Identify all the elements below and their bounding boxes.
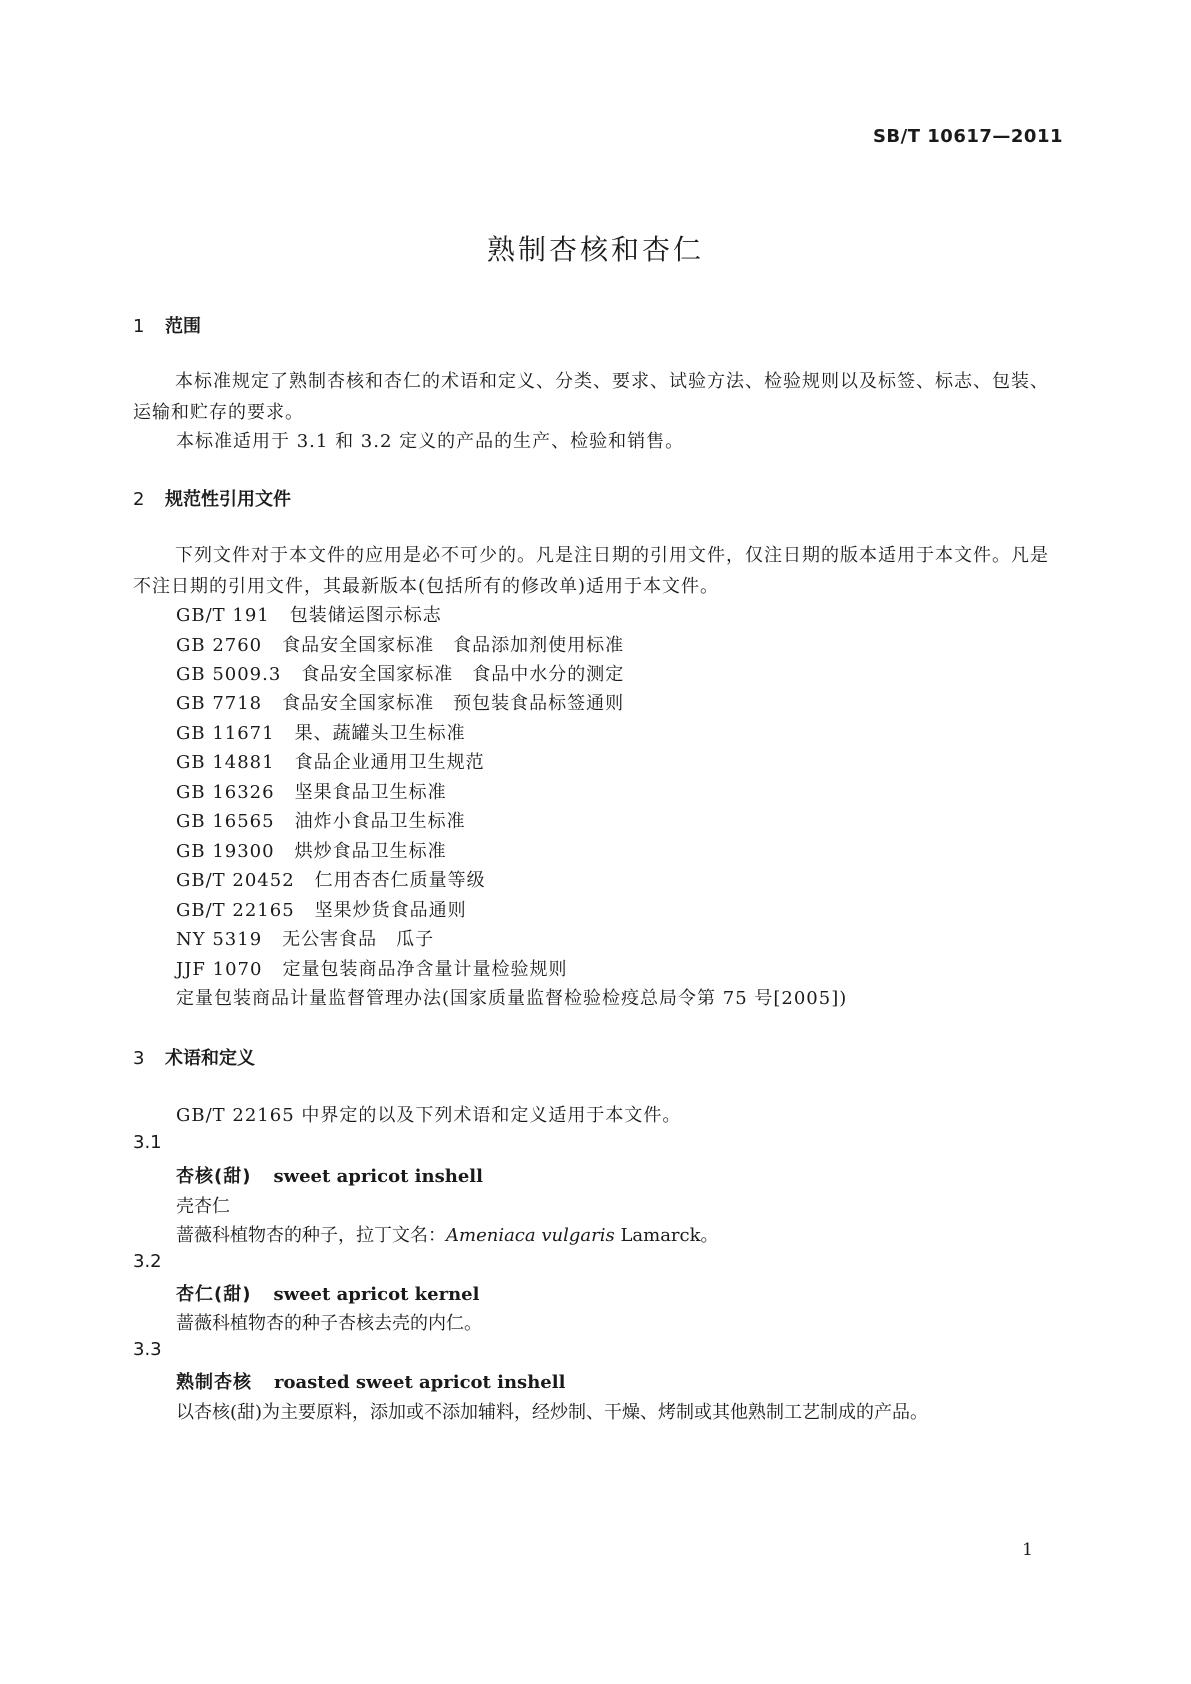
section-number: 1 — [133, 316, 145, 337]
term-definition — [176, 1221, 719, 1247]
reference-title: 仁用杏杏仁质量等级 — [314, 870, 486, 891]
term-zh: 熟制杏核 — [176, 1372, 252, 1393]
scope-paragraph: 本标准规定了熟制杏核和杏仁的术语和定义、分类、要求、试验方法、检验规则以及标签、标志、包装、运输和贮存的要求。 — [133, 371, 1049, 423]
reference-item — [176, 866, 486, 892]
reference-title: 坚果食品卫生标准 — [294, 782, 447, 803]
reference-code: GB/T 20452 — [176, 870, 295, 891]
term-definition: 以杏核(甜)为主要原料，添加或不添加辅料，经炒制、干燥、烤制或其他熟制工艺制成的产品。 — [176, 1402, 929, 1423]
page-number: 1 — [1022, 1540, 1033, 1560]
term-en: sweet apricot kernel — [273, 1284, 480, 1305]
reference-item — [176, 601, 442, 627]
reference-item — [176, 689, 624, 715]
reference-item — [176, 955, 567, 981]
reference-title: 烘炒食品卫生标准 — [294, 841, 447, 862]
reference-item — [176, 660, 624, 686]
reference-code: GB/T 191 — [176, 605, 270, 626]
reference-code: NY 5319 — [176, 929, 263, 950]
section-number: 3 — [133, 1048, 145, 1069]
reference-code: JJF 1070 — [176, 959, 263, 980]
term-heading — [176, 1280, 479, 1306]
clause-number: 3.3 — [133, 1339, 162, 1360]
definition-text: Lamarck。 — [614, 1225, 719, 1246]
reference-item — [176, 631, 624, 657]
clause-number: 3.2 — [133, 1251, 162, 1272]
latin-name: Ameniaca vulgaris — [446, 1225, 615, 1246]
reference-title: 食品企业通用卫生规范 — [294, 752, 485, 773]
reference-title: 包装储运图示标志 — [289, 605, 442, 626]
terms-intro: GB/T 22165 中界定的以及下列术语和定义适用于本文件。 — [176, 1105, 682, 1126]
section-heading-scope — [133, 312, 201, 338]
reference-code: GB 2760 — [176, 635, 263, 656]
document-title: 熟制杏核和杏仁 — [486, 233, 704, 266]
reference-item — [176, 748, 485, 774]
term-zh: 杏仁(甜) — [176, 1284, 252, 1305]
reference-code: GB 11671 — [176, 723, 275, 744]
reference-item — [176, 778, 447, 804]
reference-title: 食品安全国家标准 食品添加剂使用标准 — [282, 635, 625, 656]
scope-applicability: 本标准适用于 3.1 和 3.2 定义的产品的生产、检验和销售。 — [176, 431, 685, 452]
definition-text: 蔷薇科植物杏的种子，拉丁文名： — [176, 1225, 446, 1246]
term-heading — [176, 1368, 565, 1394]
reference-title: 油炸小食品卫生标准 — [294, 811, 466, 832]
section-heading-normative-references — [133, 485, 291, 511]
reference-title: 食品安全国家标准 食品中水分的测定 — [301, 664, 625, 685]
reference-item-regulation: 定量包装商品计量监督管理办法(国家质量监督检验检疫总局令第 75 号[2005]) — [176, 988, 848, 1009]
reference-title: 坚果炒货食品通则 — [314, 900, 467, 921]
standard-code: SB/T 10617—2011 — [872, 126, 1063, 147]
reference-code: GB 19300 — [176, 841, 275, 862]
references-intro: 下列文件对于本文件的应用是必不可少的。凡是注日期的引用文件，仅注日期的版本适用于本文件。凡是不注日期的引用文件，其最新版本(包括所有的修改单)适用于本文件。 — [133, 545, 1049, 597]
reference-title: 果、蔬罐头卫生标准 — [294, 723, 466, 744]
reference-title: 食品安全国家标准 预包装食品标签通则 — [282, 693, 625, 714]
term-en: sweet apricot inshell — [273, 1166, 483, 1187]
section-heading-terms — [133, 1044, 255, 1070]
section-title: 术语和定义 — [165, 1048, 255, 1069]
section-number: 2 — [133, 489, 145, 510]
reference-code: GB 5009.3 — [176, 664, 282, 685]
reference-item — [176, 925, 434, 951]
term-zh: 杏核(甜) — [176, 1166, 252, 1187]
term-alias: 壳杏仁 — [176, 1196, 230, 1217]
reference-code: GB 16565 — [176, 811, 275, 832]
section-title: 范围 — [165, 316, 201, 337]
reference-item — [176, 837, 447, 863]
reference-title: 无公害食品 瓜子 — [282, 929, 435, 950]
reference-code: GB 7718 — [176, 693, 263, 714]
reference-code: GB 14881 — [176, 752, 275, 773]
term-en: roasted sweet apricot inshell — [274, 1372, 566, 1393]
reference-item — [176, 807, 466, 833]
clause-number: 3.1 — [133, 1132, 162, 1153]
term-definition: 蔷薇科植物杏的种子杏核去壳的内仁。 — [176, 1313, 482, 1334]
reference-code: GB 16326 — [176, 782, 275, 803]
reference-title: 定量包装商品净含量计量检验规则 — [282, 959, 568, 980]
section-title: 规范性引用文件 — [165, 489, 291, 510]
term-heading — [176, 1162, 483, 1188]
reference-item — [176, 719, 466, 745]
reference-item — [176, 896, 467, 922]
reference-code: GB/T 22165 — [176, 900, 295, 921]
